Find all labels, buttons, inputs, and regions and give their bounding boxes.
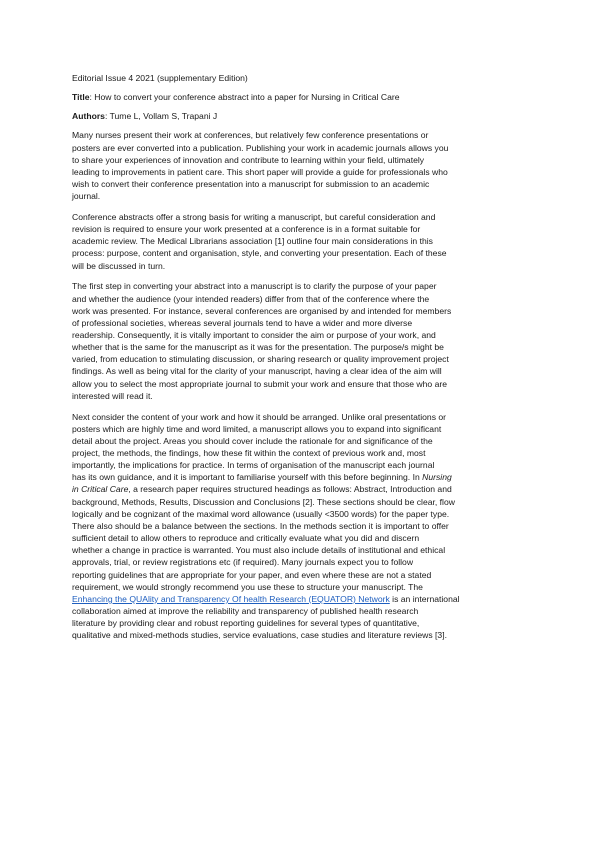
paragraph-line: findings. As well as being vital for the clarity of your manuscript, having a clear idea of the aim will: [72, 366, 442, 377]
paragraph-line: leading to improvements in patient care. This short paper will provide a guide for professionals who: [72, 166, 448, 177]
paragraph-line: whether that is the same for the manuscript as it was for the presentation. The purpose/s might be: [72, 342, 444, 353]
title-label: Title: [72, 92, 90, 103]
document-page: [72, 72, 522, 642]
paragraph-line: Next consider the content of your work and how it should be arranged. Unlike oral presentations or: [72, 411, 447, 422]
paragraph-line: work was presented. For instance, several conferences are organised by and intended for members: [72, 305, 452, 316]
paragraph-abstracts: [72, 211, 522, 272]
paragraph-line: academic review. The Medical Librarians association [1] outline four main considerations in this: [72, 236, 433, 247]
paragraph-line: qualitative and mixed-methods studies, service evaluations, case studies and literature reviews [3].: [72, 630, 447, 641]
paragraph-line: posters are ever converted into a publication. Publishing your work in academic journals allows you: [72, 142, 449, 153]
paragraph-line: logically and be cognizant of the maximal word allowance (usually <3500 words) for the paper type.: [72, 508, 450, 519]
authors-label: Authors: [72, 111, 105, 122]
paragraph-line: requirement, we would strongly recommend you use these to structure your manuscript. The: [72, 581, 423, 592]
authors-line: [72, 110, 522, 122]
paragraph-line: Conference abstracts offer a strong basis for writing a manuscript, but careful consideration and: [72, 212, 436, 222]
line-text: , a research paper requires structured headings as follows: Abstract, Introduction and: [128, 484, 452, 495]
paragraph-line: allow you to select the most appropriate journal to submit your work and ensure that those who are: [72, 378, 447, 389]
paragraph-line: interested will read it.: [72, 390, 153, 401]
paragraph-line: readership. Consequently, it is vitally important to consider the aim or purpose of your work, and: [72, 330, 436, 340]
paragraph-line: reporting guidelines that are appropriate for your paper, and even where these are not a stated: [72, 569, 432, 580]
paragraph-line: [72, 471, 522, 483]
journal-name-italic: Nursing: [422, 472, 452, 483]
paragraph-line: Many nurses present their work at conferences, but relatively few conference presentations or: [72, 130, 429, 141]
paragraph-line: literature by providing clear and robust reporting guidelines for several types of quantitative,: [72, 618, 420, 629]
title-line: [72, 91, 522, 103]
paragraph-line: varied, from education to stimulating discussion, or sharing research or quality improvement project: [72, 354, 449, 365]
paragraph-line: There also should be a balance between the sections. In the methods section it is important to offer: [72, 520, 449, 531]
paragraph-line: whether a change in practice is warranted. You must also include details of institutional and ethical: [72, 545, 446, 556]
paragraph-line: [72, 593, 522, 605]
journal-name-italic: in Critical Care: [72, 484, 129, 495]
paragraph-line: will be discussed in turn.: [72, 260, 166, 271]
paragraph-content: [72, 411, 522, 642]
paragraph-line: revision is required to ensure your work presented at a conference is in a format suitable for: [72, 224, 421, 235]
paragraph-line: The first step in converting your abstract into a manuscript is to clarify the purpose of your paper: [72, 281, 437, 292]
authors-text: : Tume L, Vollam S, Trapani J: [104, 111, 218, 122]
paragraph-purpose: [72, 280, 522, 402]
paragraph-line: background, Methods, Results, Discussion and Conclusions [2]. These sections should be clear, flow: [72, 496, 455, 507]
equator-network-link[interactable]: Enhancing the QUAlity and Transparency Of health Research (EQUATOR) Network: [72, 593, 390, 604]
line-text: is an international: [389, 593, 460, 604]
paragraph-line: and whether the audience (your intended readers) differ from that of the conference where the: [72, 293, 430, 304]
paragraph-line: journal.: [72, 191, 101, 202]
paragraph-line: sufficient detail to allow others to reproduce and critically evaluate what you did and discern: [72, 533, 420, 544]
paragraph-line: to share your experiences of innovation and contribute to learning within your field, ultimately: [72, 154, 425, 165]
paragraph-line: wish to convert their conference presentation into a manuscript for submission to an academic: [72, 179, 430, 190]
paragraph-line: detail about the project. Areas you should cover include the rationale for and significance of the: [72, 435, 433, 446]
paragraph-line: posters which are highly time and word limited, a manuscript allows you to expand into significant: [72, 423, 442, 434]
line-text: has its own guidance, and it is important to familiarise yourself with this before beginning. In: [72, 472, 423, 483]
paragraph-intro: [72, 129, 522, 202]
paragraph-line: collaboration aimed at improve the reliability and transparency of published health research: [72, 606, 419, 617]
paragraph-line: importantly, the implications for practice. In terms of organisation of the manuscript each journal: [72, 460, 435, 471]
paragraph-line: project, the methods, the findings, how these fit within the context of previous work and, most: [72, 448, 426, 458]
title-text: : How to convert your conference abstract into a paper for Nursing in Critical Care: [89, 92, 400, 103]
editorial-note: Editorial Issue 4 2021 (supplementary Edition): [72, 73, 248, 83]
paragraph-line: process: purpose, content and organisation, style, and converting your presentation. Each of these: [72, 248, 447, 259]
paragraph-line: of professional societies, whereas several journals tend to have a wider and more diverse: [72, 317, 413, 328]
paragraph-line: [72, 483, 522, 495]
paragraph-line: approvals, trial, or review registrations etc (if required). Many journals expect you to follow: [72, 557, 414, 568]
